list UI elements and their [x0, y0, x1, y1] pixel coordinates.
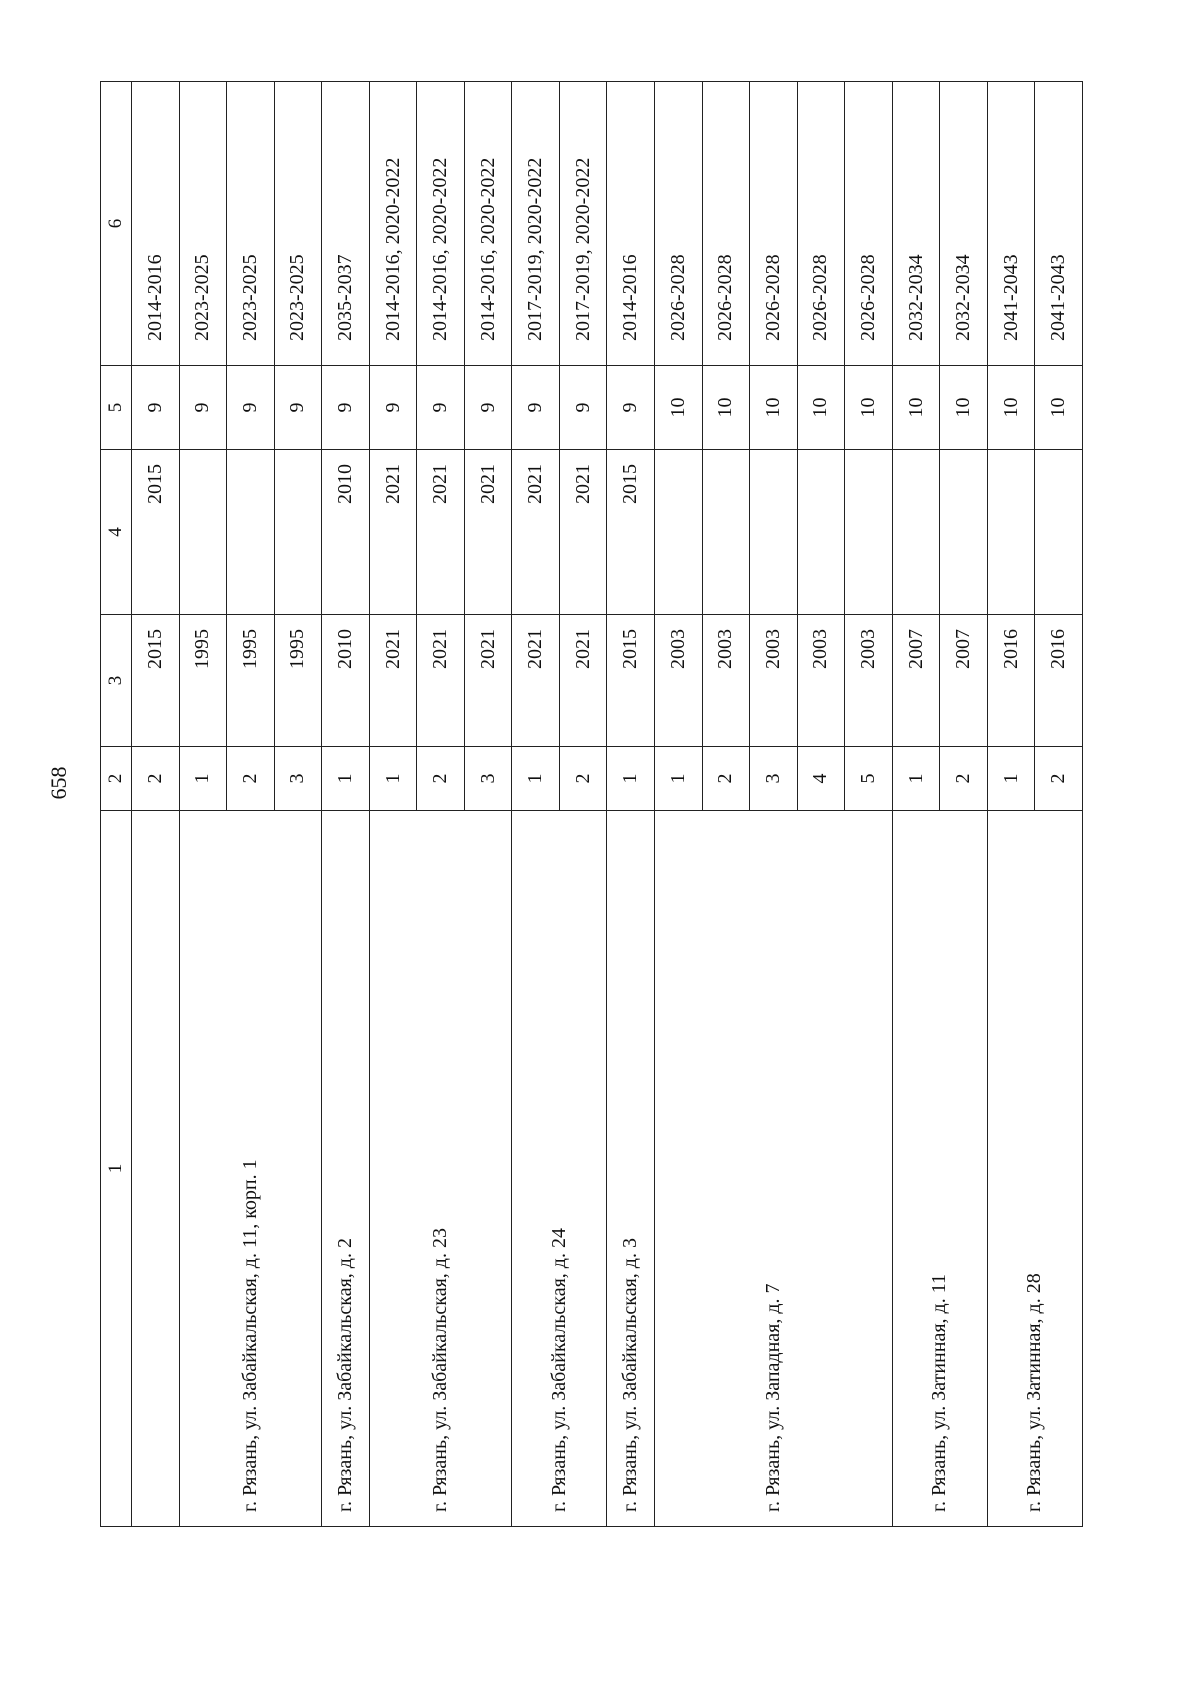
year-cell: [845, 450, 893, 615]
row-number-cell: 2: [702, 747, 750, 811]
count-cell: 10: [845, 366, 893, 450]
period-cell: 2023-2025: [274, 82, 322, 366]
year-cell: 2021: [464, 450, 512, 615]
period-cell: 2014-2016: [607, 82, 655, 366]
address-cell: г. Рязань, ул. Забайкальская, д. 23: [369, 811, 512, 1527]
row-number-cell: 1: [987, 747, 1035, 811]
count-cell: 9: [274, 366, 322, 450]
address-cell: г. Рязань, ул. Забайкальская, д. 2: [322, 811, 370, 1527]
table-row: [655, 82, 703, 1527]
row-number-cell: 1: [892, 747, 940, 811]
period-cell: 2017-2019, 2020-2022: [559, 82, 607, 366]
year-cell: [274, 450, 322, 615]
table-row: [132, 82, 180, 1527]
period-cell: 2014-2016, 2020-2022: [464, 82, 512, 366]
year-cell: 2015: [607, 450, 655, 615]
period-cell: 2032-2034: [940, 82, 988, 366]
year-cell: [940, 450, 988, 615]
header-cell-3: 3: [101, 615, 132, 747]
row-number-cell: 1: [322, 747, 370, 811]
year-cell: 2021: [417, 450, 465, 615]
year-cell: 2015: [132, 450, 180, 615]
count-cell: 9: [369, 366, 417, 450]
year-cell: [797, 450, 845, 615]
year-cell: [702, 450, 750, 615]
year-built-cell: 2016: [987, 615, 1035, 747]
year-built-cell: 2003: [750, 615, 798, 747]
period-cell: 2026-2028: [797, 82, 845, 366]
count-cell: 10: [892, 366, 940, 450]
year-cell: 2021: [369, 450, 417, 615]
table-body: [132, 82, 1083, 1527]
year-built-cell: 2003: [702, 615, 750, 747]
count-cell: 10: [797, 366, 845, 450]
year-built-cell: 1995: [179, 615, 227, 747]
period-cell: 2032-2034: [892, 82, 940, 366]
year-built-cell: 2016: [1035, 615, 1083, 747]
address-cell: г. Рязань, ул. Западная, д. 7: [655, 811, 893, 1527]
period-cell: 2026-2028: [750, 82, 798, 366]
table-row: [987, 82, 1035, 1527]
count-cell: 10: [750, 366, 798, 450]
row-number-cell: 1: [655, 747, 703, 811]
period-cell: 2026-2028: [845, 82, 893, 366]
count-cell: 10: [655, 366, 703, 450]
year-built-cell: 2003: [845, 615, 893, 747]
period-cell: 2014-2016: [132, 82, 180, 366]
year-cell: 2010: [322, 450, 370, 615]
period-cell: 2017-2019, 2020-2022: [512, 82, 560, 366]
count-cell: 9: [179, 366, 227, 450]
row-number-cell: 1: [607, 747, 655, 811]
year-built-cell: 2021: [559, 615, 607, 747]
data-table: [100, 81, 1083, 1527]
header-cell-2: 2: [101, 747, 132, 811]
row-number-cell: 2: [227, 747, 275, 811]
count-cell: 9: [512, 366, 560, 450]
row-number-cell: 2: [132, 747, 180, 811]
year-cell: [987, 450, 1035, 615]
count-cell: 9: [132, 366, 180, 450]
address-cell: г. Рязань, ул. Затинная, д. 28: [987, 811, 1082, 1527]
year-built-cell: 2007: [940, 615, 988, 747]
address-cell: г. Рязань, ул. Затинная, д. 11: [892, 811, 987, 1527]
row-number-cell: 3: [750, 747, 798, 811]
year-built-cell: 2015: [132, 615, 180, 747]
count-cell: 10: [940, 366, 988, 450]
year-built-cell: 2021: [417, 615, 465, 747]
year-cell: 2021: [512, 450, 560, 615]
count-cell: 10: [987, 366, 1035, 450]
count-cell: 10: [702, 366, 750, 450]
period-cell: 2014-2016, 2020-2022: [369, 82, 417, 366]
header-row: [101, 82, 132, 1527]
header-cell-5: 5: [101, 366, 132, 450]
table-row: [179, 82, 227, 1527]
period-cell: 2041-2043: [987, 82, 1035, 366]
period-cell: 2026-2028: [655, 82, 703, 366]
period-cell: 2041-2043: [1035, 82, 1083, 366]
period-cell: 2014-2016, 2020-2022: [417, 82, 465, 366]
rotated-table-container: [100, 82, 1083, 1527]
row-number-cell: 5: [845, 747, 893, 811]
year-cell: [1035, 450, 1083, 615]
year-cell: [750, 450, 798, 615]
row-number-cell: 1: [512, 747, 560, 811]
header-cell-1: 1: [101, 811, 132, 1527]
year-built-cell: 2021: [464, 615, 512, 747]
count-cell: 9: [417, 366, 465, 450]
year-cell: [227, 450, 275, 615]
count-cell: 10: [1035, 366, 1083, 450]
count-cell: 9: [322, 366, 370, 450]
period-cell: 2023-2025: [227, 82, 275, 366]
address-cell: [132, 811, 180, 1527]
count-cell: 9: [607, 366, 655, 450]
count-cell: 9: [464, 366, 512, 450]
count-cell: 9: [559, 366, 607, 450]
year-cell: [179, 450, 227, 615]
table-row: [322, 82, 370, 1527]
row-number-cell: 4: [797, 747, 845, 811]
period-cell: 2026-2028: [702, 82, 750, 366]
year-built-cell: 2021: [512, 615, 560, 747]
address-cell: г. Рязань, ул. Забайкальская, д. 24: [512, 811, 607, 1527]
address-cell: г. Рязань, ул. Забайкальская, д. 11, корп. 1: [179, 811, 322, 1527]
year-cell: [655, 450, 703, 615]
year-built-cell: 2007: [892, 615, 940, 747]
header-cell-6: 6: [101, 82, 132, 366]
row-number-cell: 2: [940, 747, 988, 811]
period-cell: 2035-2037: [322, 82, 370, 366]
row-number-cell: 2: [417, 747, 465, 811]
year-built-cell: 2003: [655, 615, 703, 747]
page-number: 658: [46, 766, 71, 800]
row-number-cell: 3: [464, 747, 512, 811]
row-number-cell: 3: [274, 747, 322, 811]
row-number-cell: 2: [559, 747, 607, 811]
row-number-cell: 2: [1035, 747, 1083, 811]
year-built-cell: 1995: [274, 615, 322, 747]
table-row: [607, 82, 655, 1527]
header-cell-4: 4: [101, 450, 132, 615]
table-row: [512, 82, 560, 1527]
year-built-cell: 1995: [227, 615, 275, 747]
table-row: [892, 82, 940, 1527]
period-cell: 2023-2025: [179, 82, 227, 366]
year-built-cell: 2015: [607, 615, 655, 747]
count-cell: 9: [227, 366, 275, 450]
row-number-cell: 1: [369, 747, 417, 811]
year-cell: 2021: [559, 450, 607, 615]
year-cell: [892, 450, 940, 615]
year-built-cell: 2010: [322, 615, 370, 747]
year-built-cell: 2021: [369, 615, 417, 747]
address-cell: г. Рязань, ул. Забайкальская, д. 3: [607, 811, 655, 1527]
table-row: [369, 82, 417, 1527]
row-number-cell: 1: [179, 747, 227, 811]
year-built-cell: 2003: [797, 615, 845, 747]
